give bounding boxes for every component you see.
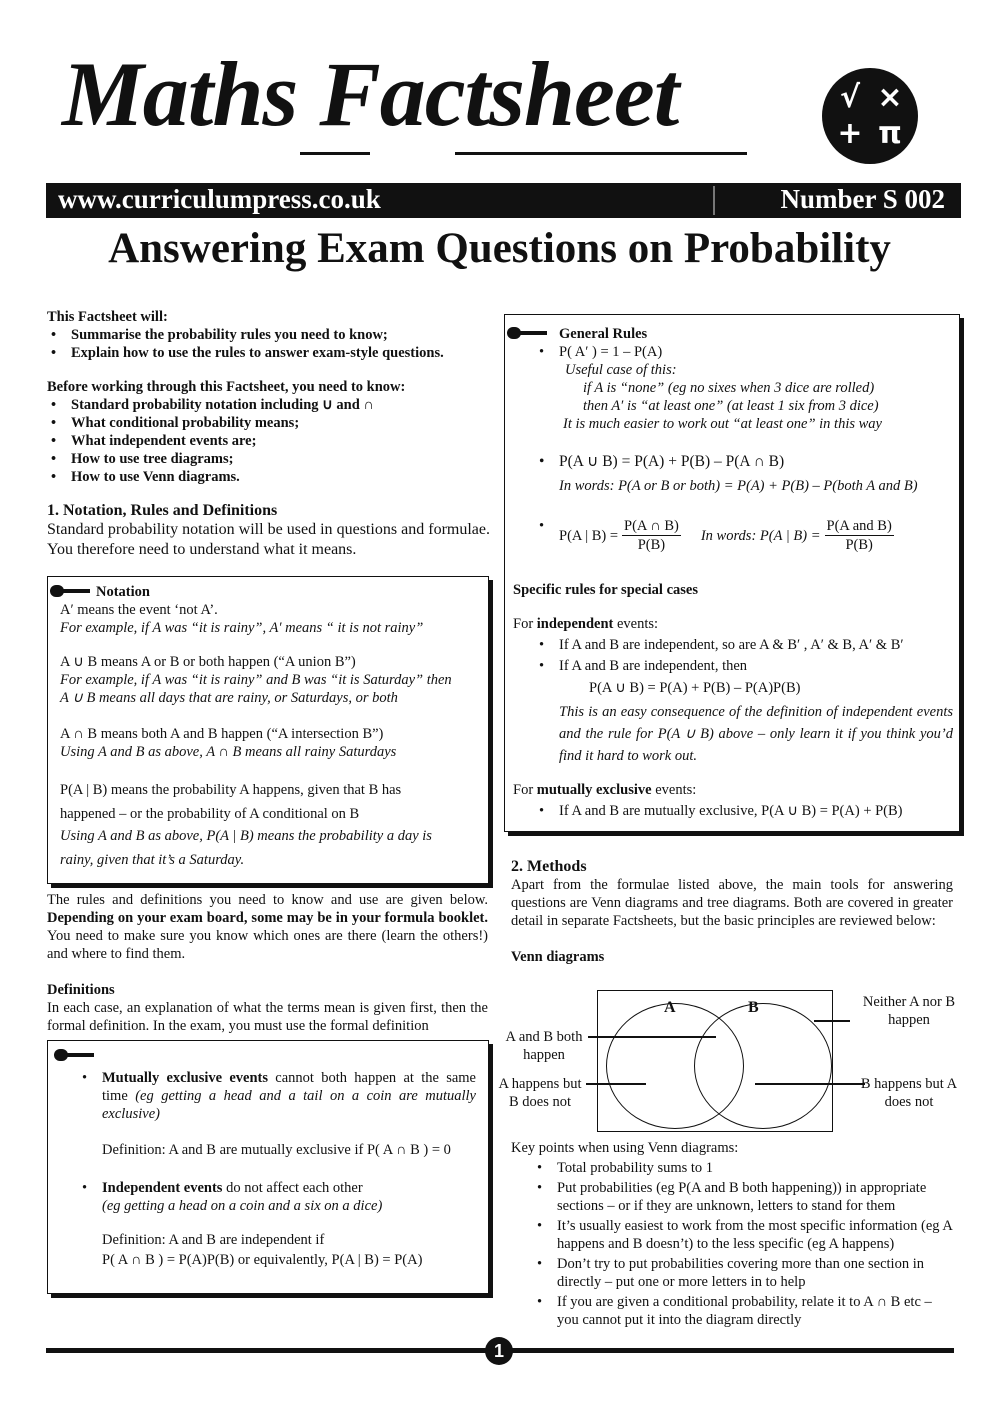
rules-text: [47, 891, 488, 1035]
list-item: • Explain how to use the rules to answer exam-style questions.: [47, 344, 490, 362]
independent-text: do not affect each other: [222, 1180, 363, 1196]
band-separator: [713, 186, 715, 215]
brand-underline-left: [300, 152, 370, 155]
key-points-label: Key points when using Venn diagrams:: [511, 1140, 739, 1156]
label-suffix: events:: [613, 616, 659, 632]
venn-label-a: A: [664, 999, 676, 1016]
leader-a-not-b: [586, 1083, 646, 1085]
methods-section: [511, 858, 953, 966]
circle-b: [694, 1003, 832, 1129]
rules-text-3: You need to make sure you know which ones are there (learn the others!) and where to find them.: [47, 928, 488, 962]
conditional-words-denominator: P(B): [845, 537, 873, 553]
times-symbol: ×: [877, 80, 903, 115]
independent-definition: Definition: A and B are independent if: [102, 1232, 325, 1248]
addition-rule-words: In words: P(A or B or both) = P(A) + P(B) – P(both A and B): [559, 478, 918, 494]
conditional-rule-numerator: P(A ∩ B): [624, 518, 679, 534]
label-prefix: For: [513, 616, 537, 632]
brand-title: Maths Factsheet: [62, 43, 679, 145]
list-item: [78, 1069, 476, 1159]
mutually-exclusive-definition: Definition: A and B are mutually exclusive if P( A ∩ B ) = 0: [102, 1142, 451, 1158]
list-item: • How to use Venn diagrams.: [47, 468, 490, 486]
notation-union: A ∪ B means A or B or both happen (“A union B”): [60, 654, 356, 670]
notation-a-prime: A′ means the event ‘not A’.: [60, 602, 218, 618]
notation-union-example: For example, if A was “it is rainy” and B was “it is Saturday” then: [60, 672, 452, 688]
general-rules-title: General Rules: [559, 326, 648, 342]
list-item: [535, 517, 953, 557]
mutually-exclusive-label: [513, 781, 953, 799]
list-item: • Standard probability notation including ∪ and ∩: [47, 396, 490, 414]
independent-term: Independent events: [102, 1180, 223, 1196]
before-list: [47, 396, 490, 486]
conditional-words-lhs: In words: P(A | B) =: [700, 527, 821, 544]
notation-intersection-example: Using A and B as above, A ∩ B means all rainy Saturdays: [60, 744, 397, 760]
list-item: • If A and B are mutually exclusive, P(A ∪ B) = P(A) + P(B): [535, 802, 953, 820]
notation-conditional-example-2: rainy, given that it’s a Saturday.: [60, 852, 245, 868]
label-prefix: For: [513, 782, 537, 798]
will-label: This Factsheet will:: [47, 309, 168, 325]
complement-note: It is much easier to work out “at least one” in this way: [563, 416, 882, 432]
pi-symbol: π: [878, 116, 902, 151]
rules-text-2: Depending on your exam board, some may be in your formula booklet.: [47, 910, 488, 926]
independent-label-bold: independent: [536, 616, 614, 632]
leader-neither: [814, 1020, 850, 1022]
definitions-label: Definitions: [47, 982, 115, 998]
mutually-exclusive-rules-list: [513, 802, 953, 820]
section1-heading: 1. Notation, Rules and Definitions: [47, 502, 278, 519]
list-item: • Don’t try to put probabilities covering more than one section in directly – put one or more letters in to help: [533, 1255, 953, 1291]
leader-both: [588, 1036, 716, 1038]
venn-neither-label: Neither A nor B happen: [862, 994, 956, 1028]
complement-rule: P( A′ ) = 1 – P(A): [559, 344, 663, 360]
notation-box: [47, 576, 489, 884]
list-item: • Summarise the probability rules you need to know;: [47, 326, 490, 344]
notation-union-example-2: A ∪ B means all days that are rainy, or Saturdays, or both: [60, 690, 398, 706]
complement-case-a: if A is “none” (eg no sixes when 3 dice are rolled): [583, 380, 875, 396]
independent-label: [513, 615, 953, 633]
list-item: • How to use tree diagrams;: [47, 450, 490, 468]
conditional-rule-lhs: • P(A | B) =: [559, 527, 619, 544]
list-item: • If you are given a conditional probability, relate it to A ∩ B etc – you cannot put it into the diagram directly: [533, 1293, 953, 1329]
independent-rules-list: [513, 636, 953, 767]
notation-conditional-example: Using A and B as above, P(A | B) means the probability a day is: [60, 828, 432, 844]
rules-text-1: The rules and definitions you need to know and use are given below.: [47, 892, 488, 908]
intro-section: [47, 308, 490, 560]
notation-conditional: P(A | B) means the probability A happens, given that B has: [60, 782, 402, 798]
sqrt-symbol: √: [839, 80, 860, 115]
independent-union-note: This is an easy consequence of the definition of independent events and the rule for P(A ∪ B) above – only learn it if you think you’d find it hard to work out.: [559, 704, 953, 764]
mutually-exclusive-label-bold: mutually exclusive: [536, 782, 652, 798]
addition-rule: P(A ∪ B) = P(A) + P(B) – P(A ∩ B): [559, 453, 785, 470]
venn-label-b: B: [748, 999, 759, 1016]
plus-symbol: +: [837, 116, 863, 151]
general-rules-box: [504, 314, 960, 832]
list-item: [78, 1179, 476, 1269]
list-item: • What independent events are;: [47, 432, 490, 450]
factsheet-number: Number S 002: [780, 184, 945, 214]
page-number: 1: [485, 1337, 513, 1365]
mutually-exclusive-example: (eg getting a head and a tail on a coin are mutually exclusive): [102, 1088, 476, 1122]
notation-intersection: A ∩ B means both A and B happen (“A intersection B”): [60, 726, 384, 742]
conditional-words-numerator: P(A and B): [826, 518, 892, 534]
key-icon: [54, 1049, 96, 1061]
venn-both-label: A and B both happen: [505, 1029, 583, 1063]
website-url[interactable]: www.curriculumpress.co.uk: [58, 184, 381, 214]
independent-formula: P( A ∩ B ) = P(A)P(B) or equivalently, P(A | B) = P(A): [102, 1252, 423, 1268]
venn-b-not-a-label: B happens but A does not: [860, 1076, 958, 1110]
list-item: • Total probability sums to 1: [533, 1159, 953, 1177]
notation-title: Notation: [96, 584, 150, 600]
maths-symbols-logo: [822, 68, 918, 164]
independent-rule-2: If A and B are independent, then: [559, 658, 748, 674]
venn-a-not-b-label: A happens but B does not: [498, 1076, 582, 1110]
definitions-list: [78, 1069, 476, 1269]
complement-case-b: then A′ is “at least one” (at least 1 six from 3 dice): [583, 398, 879, 414]
special-rules-heading: Specific rules for special cases: [513, 582, 698, 598]
definitions-box: [47, 1040, 489, 1294]
section2-heading: 2. Methods: [511, 858, 587, 875]
independent-example: (eg getting a head on a coin and a six on a dice): [102, 1198, 383, 1214]
list-item: • Put probabilities (eg P(A and B both happening)) in appropriate sections – or if they are unknown, letters to stand for them: [533, 1179, 953, 1215]
key-points-list: [511, 1159, 953, 1329]
definitions-text: In each case, an explanation of what the terms mean is given first, then the formal definition. In the exam, you must use the formal definition: [47, 1000, 488, 1034]
header-band: [46, 183, 961, 218]
notation-conditional-2: happened – or the probability of A conditional on B: [60, 806, 360, 822]
key-points: [511, 1139, 953, 1329]
before-label: Before working through this Factsheet, you need to know:: [47, 379, 406, 395]
mutually-exclusive-text: cannot both happen at the same time: [102, 1070, 476, 1104]
list-item: • It’s usually easiest to work from the most specific information (eg A happens and B doesn’t) to the less specific (eg A happens): [533, 1217, 953, 1253]
list-item: [535, 657, 953, 767]
venn-heading: Venn diagrams: [511, 949, 605, 965]
label-suffix: events:: [651, 782, 697, 798]
list-item: [535, 453, 953, 495]
leader-b-not-a: [755, 1083, 865, 1085]
will-list: [47, 326, 490, 362]
list-item: • If A and B are independent, so are A & B′ , A′ & B, A′ & B′: [535, 636, 953, 654]
list-item: • What conditional probability means;: [47, 414, 490, 432]
independent-union-formula: P(A ∪ B) = P(A) + P(B) – P(A)P(B): [589, 680, 801, 696]
section2-text: Apart from the formulae listed above, the main tools for answering questions are Venn diagrams and tree diagrams. Both are covered in greater detail in separate Factsheets, but the basic principles are reviewed below:: [511, 877, 953, 929]
section1-text: Standard probability notation will be used in questions and formulae. You therefore need to understand what it means.: [47, 521, 490, 558]
brand-underline-right: [455, 152, 747, 155]
venn-diagram: [597, 990, 833, 1132]
general-rules-list: [513, 343, 953, 557]
mutually-exclusive-term: Mutually exclusive events: [102, 1070, 268, 1086]
complement-useful: Useful case of this:: [565, 362, 677, 378]
list-item: [535, 343, 953, 433]
notation-a-prime-example: For example, if A was “it is rainy”, A′ means “ it is not rainy”: [60, 620, 424, 636]
page-title: Answering Exam Questions on Probability: [108, 225, 891, 272]
conditional-rule-denominator: P(B): [637, 537, 666, 553]
